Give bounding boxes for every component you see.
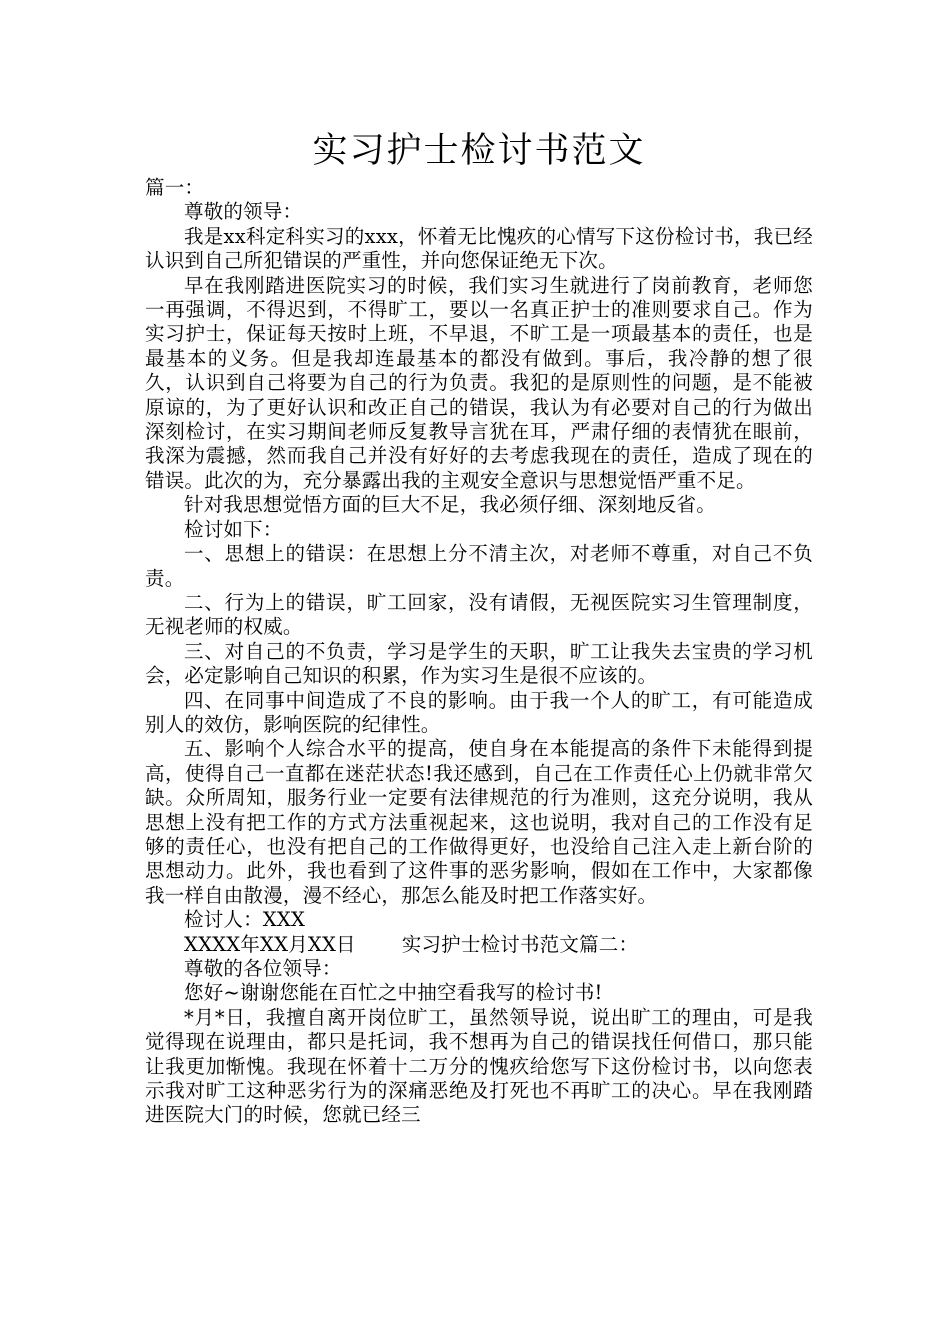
date-line [145, 933, 813, 957]
document-body-part1 [145, 176, 813, 933]
paragraph: 四、在同事中间造成了不良的影响。由于我一个人的旷工，有可能造成别人的效仿，影响医院的纪律性。 [145, 688, 813, 736]
paragraph: 尊敬的各位领导： [184, 957, 342, 980]
paragraph: 检讨人：XXX [184, 908, 306, 932]
document-page [145, 128, 813, 1128]
paragraph: 尊敬的领导： [184, 200, 303, 224]
paragraph: *月*日，我擅自离开岗位旷工，虽然领导说，说出旷工的理由，可是我觉得现在说理由，都只是托词，我不想再为自己的错误找任何借口，那只能让我更加惭愧。我现在怀着十二万分的愧疚给您写下这份检讨书，以向您表示我对旷工这种恶劣行为的深痛恶绝及打死也不再旷工的决心。早在我刚踏进医院大门的时候，您就已经三 [145, 1005, 813, 1127]
paragraph: 一、思想上的错误：在思想上分不清主次，对老师不尊重，对自己不负责。 [145, 542, 813, 590]
section-heading: 实习护士检讨书范文篇二： [401, 932, 639, 956]
date-text: XXXX年XX月XX日 [184, 932, 356, 956]
paragraph: 篇一： [145, 176, 205, 199]
document-title: 实习护士检讨书范文 [312, 131, 646, 171]
paragraph: 检讨如下： [184, 517, 283, 541]
paragraph: 三、对自己的不负责，学习是学生的天职，旷工让我失去宝贵的学习机会，必定影响自己知识的积累，作为实习生是很不应该的。 [145, 639, 813, 688]
paragraph: 我是xx科定科实习的xxx，怀着无比愧疚的心情写下这份检讨书，我已经认识到自己所犯错误的严重性，并向您保证绝无下次。 [145, 224, 813, 273]
paragraph: 五、影响个人综合水平的提高，使自身在本能提高的条件下未能得到提高，使得自己一直都在迷茫状态!我还感到，自己在工作责任心上仍就非常欠缺。众所周知，服务行业一定要有法律规范的行为准则，这充分说明，我从思想上没有把工作的方式方法重视起来，这也说明，我对自己的工作没有足够的责任心，也没有把自己的工作做得更好，也没给自己注入走上新台阶的思想动力。此外，我也看到了这件事的恶劣影响，假如在工作中，大家都像我一样自由散漫，漫不经心，那怎么能及时把工作落实好。 [145, 737, 813, 907]
paragraph: 针对我思想觉悟方面的巨大不足，我必须仔细、深刻地反省。 [184, 493, 716, 517]
document-body-part2 [145, 957, 813, 1128]
paragraph: 您好~谢谢您能在百忙之中抽空看我写的检讨书! [184, 981, 603, 1005]
paragraph: 早在我刚踏进医院实习的时候，我们实习生就进行了岗前教育，老师您一再强调，不得迟到，不得旷工，要以一名真正护士的准则要求自己。作为实习护士，保证每天按时上班，不早退，不旷工是一项最基本的责任，也是最基本的义务。但是我却连最基本的都没有做到。事后，我冷静的想了很久，认识到自己将要为自己的行为负责。我犯的是原则性的问题，是不能被原谅的，为了更好认识和改正自己的错误，我认为有必要对自己的行为做出深刻检讨，在实习期间老师反复教导言犹在耳，严肃仔细的表情犹在眼前，我深为震撼，然而我自己并没有好好的去考虑我现在的责任，造成了现在的错误。此次的为，充分暴露出我的主观安全意识与思想觉悟严重不足。 [145, 273, 813, 492]
paragraph: 二、行为上的错误，旷工回家，没有请假，无视医院实习生管理制度，无视老师的权威。 [145, 590, 813, 639]
